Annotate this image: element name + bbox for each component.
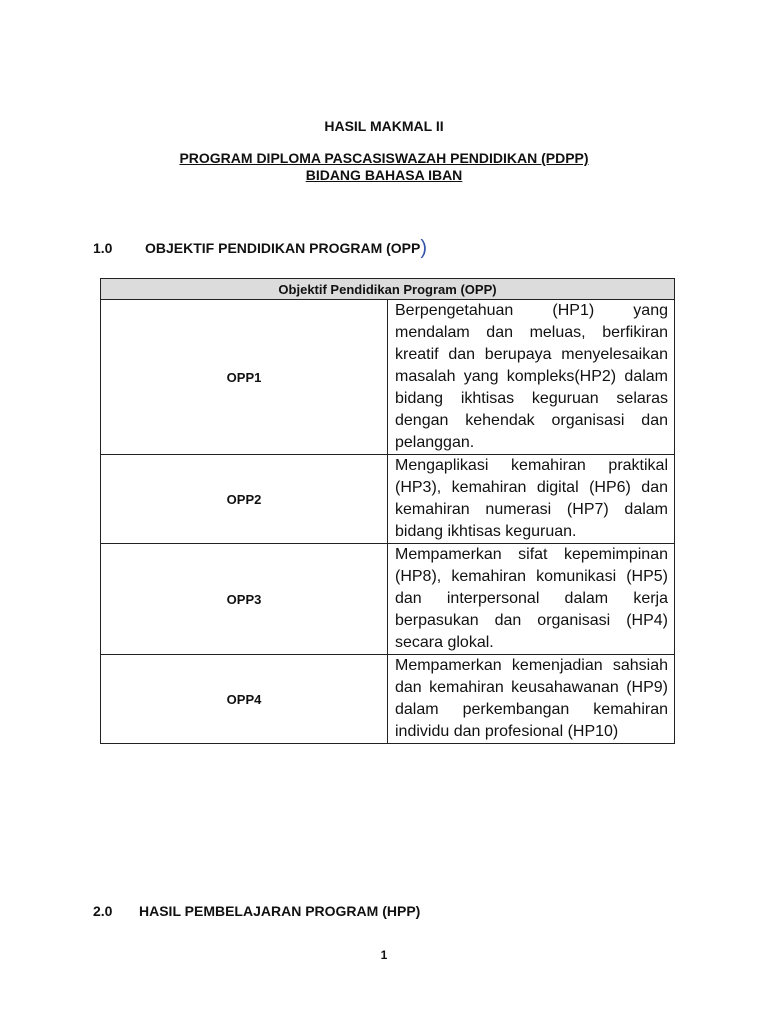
section-1-title: OBJEKTIF PENDIDIKAN PROGRAM (OPP	[145, 240, 421, 256]
section-2-number: 2.0	[93, 903, 113, 919]
section-1-heading	[93, 236, 427, 259]
page-number: 1	[380, 948, 388, 962]
document-title: HASIL MAKMAL II	[324, 118, 444, 134]
section-1-number: 1.0	[93, 240, 113, 256]
opp-table	[100, 278, 675, 744]
section-2-title: HASIL PEMBELAJARAN PROGRAM (HPP)	[139, 903, 421, 919]
section-1-closing-paren: )	[420, 237, 428, 259]
opp-table-header-row	[101, 279, 675, 300]
opp-description: Berpengetahuan (HP1) yang mendalam dan meluas, berfikiran kreatif dan berupaya menyelesaikan masalah yang kompleks(HP2) dalam bidang ikhtisas keguruan selaras dengan kehendak organisasi dan pelanggan.	[388, 300, 675, 455]
section-2-heading	[93, 903, 420, 919]
table-row	[101, 300, 675, 455]
opp-code: OPP4	[101, 655, 388, 744]
opp-table-header: Objektif Pendidikan Program (OPP)	[101, 279, 675, 300]
field-title: BIDANG BAHASA IBAN	[305, 167, 463, 183]
program-title: PROGRAM DIPLOMA PASCASISWAZAH PENDIDIKAN (PDPP)	[179, 150, 589, 166]
opp-code: OPP1	[101, 300, 388, 455]
opp-description: Mempamerkan sifat kepemimpinan (HP8), kemahiran komunikasi (HP5) dan interpersonal dalam kerja berpasukan dan organisasi (HP4) secara glokal.	[388, 544, 675, 655]
table-row	[101, 544, 675, 655]
table-row	[101, 655, 675, 744]
opp-description: Mengaplikasi kemahiran praktikal (HP3), kemahiran digital (HP6) dan kemahiran numerasi (HP7) dalam bidang ikhtisas keguruan.	[388, 455, 675, 544]
table-row	[101, 455, 675, 544]
opp-description: Mempamerkan kemenjadian sahsiah dan kemahiran keusahawanan (HP9) dalam perkembangan kemahiran individu dan profesional (HP10)	[388, 655, 675, 744]
opp-code: OPP2	[101, 455, 388, 544]
opp-code: OPP3	[101, 544, 388, 655]
